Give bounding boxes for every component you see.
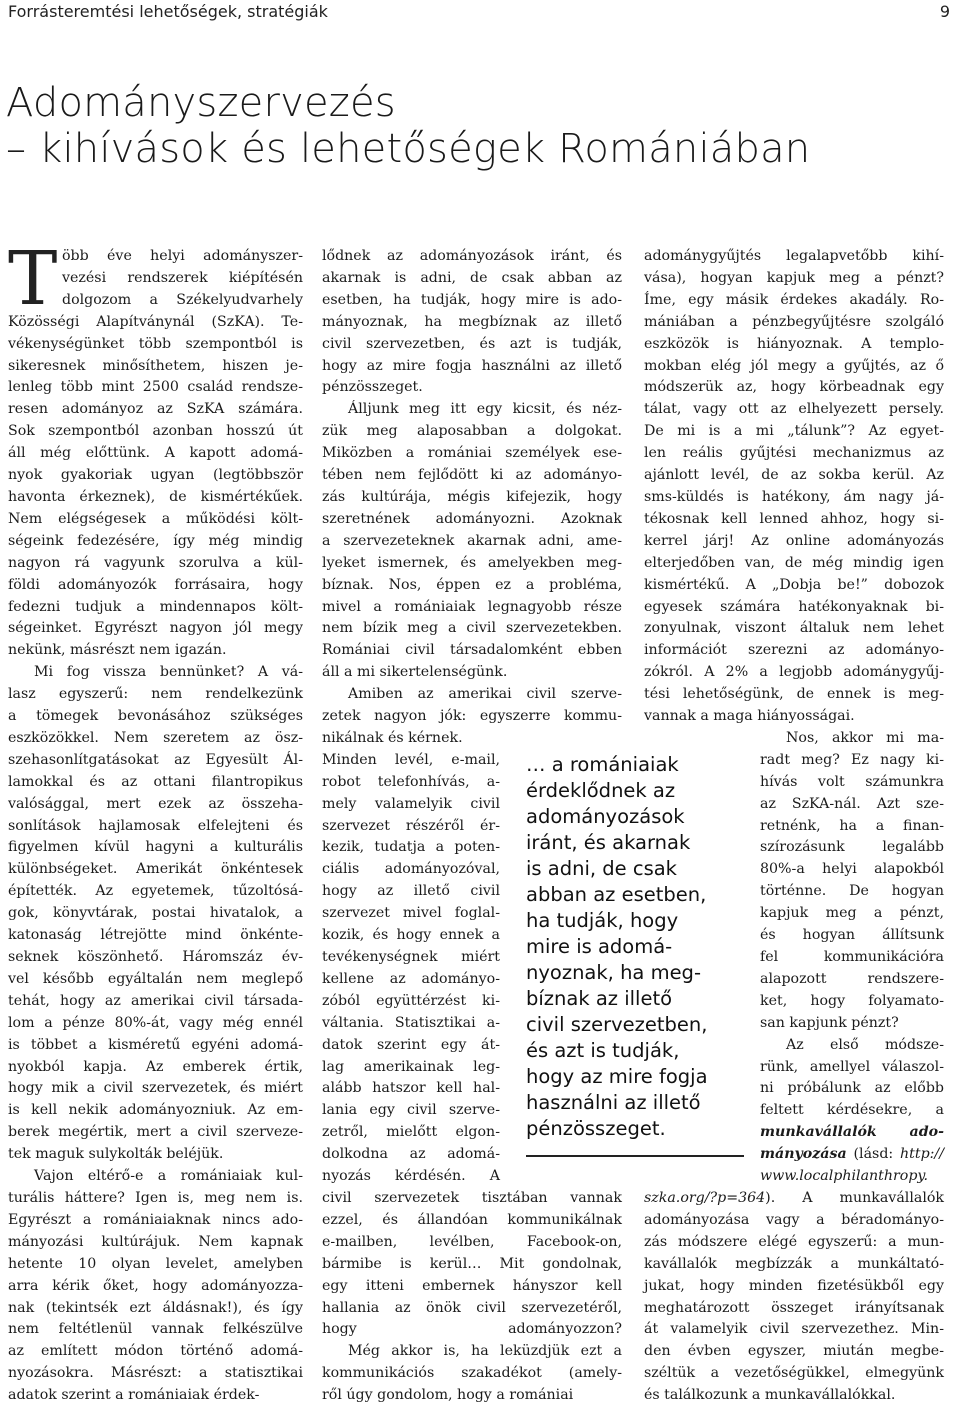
text-line: Egyrészt a romániaiaknak nincs ado- — [8, 1211, 303, 1228]
pull-quote — [526, 752, 742, 1142]
title-line-1: Adományszervezés — [6, 80, 396, 126]
text-line: alább hatszor kell hal- — [322, 1080, 500, 1097]
text-line: tálat, vagy ott az elhelyezett persely. — [644, 401, 944, 418]
text-line: lyeket ismernek, és amelyekben meg- — [322, 554, 622, 571]
text-line: adománygyűjtés legalapvetőbb kihí- — [644, 248, 944, 264]
text-line: adományozása vagy a béradományo- — [644, 1211, 944, 1228]
drop-cap: T — [8, 236, 58, 322]
text-line: hívás volt számunkra — [760, 773, 944, 790]
text-line: jukat, hogy minden fizetésükből egy — [644, 1277, 944, 1294]
text-line: Mi fog vissza bennünket? A vá- — [34, 664, 303, 681]
section-title: Forrásteremtési lehetőségek, stratégiák — [8, 2, 328, 21]
text-line: figyelmen kívül hagyni a kulturális — [8, 839, 303, 856]
text-line: esetben, ha tudják, hogy mire is ado- — [322, 291, 622, 308]
text-line: bármibe is kerül… Mit gondolnak, — [322, 1255, 622, 1272]
text-line: ni próbálunk az előbb — [760, 1080, 944, 1097]
text-line: tevékenységnek miért — [322, 949, 500, 965]
text-line: fel kommunikációra — [760, 949, 944, 965]
text-line: mely valamelyik civil — [322, 795, 500, 812]
text-line: ségeinket. Egyrészt nagyon jól megy — [8, 620, 303, 637]
text-line: Nos, akkor mi ma- — [786, 729, 944, 746]
pull-quote-line: civil szervezetben, — [526, 1013, 708, 1036]
text-line: Vajon eltérő-e a romániaiak kul- — [34, 1168, 303, 1185]
text-line: kellene az adományo- — [322, 970, 500, 987]
text-line: nekünk, másrészt nem igazán. — [8, 642, 227, 659]
text-line: hogy az illető civil — [322, 883, 500, 900]
text-line: kapjuk meg a pénzt, — [760, 905, 944, 922]
text-line: dolkodna az adomá- — [322, 1146, 500, 1163]
text-line: nagyon rá vagyunk szorulva a kül- — [8, 554, 303, 571]
emphasis-text: mányozása — [760, 1146, 847, 1163]
pull-quote-line: adományozások — [526, 805, 685, 828]
text-line: nikálnak és kérnek. — [322, 729, 463, 746]
text-line: lamokkal és az ottani filantropikus — [8, 773, 303, 790]
text-line: rünk, amellyel válaszol- — [760, 1058, 944, 1075]
text-line: mányoznak, ha megbíznak az illető — [322, 313, 622, 330]
pull-quote-line: iránt, és akarnak — [526, 831, 691, 854]
text-line: Közösségi Alapítványnál (SzKA). Te- — [8, 313, 303, 330]
text-line: zás kultúrája, mégis kifejezik, hogy — [322, 488, 622, 505]
text-line: vékenységünket több szempontból is — [8, 335, 303, 352]
text-line: át valamelyik civil szervezethez. Min- — [644, 1321, 944, 1338]
article-column-1 — [8, 236, 303, 1402]
text-line: ről úgy gondolom, hogy a romániai — [322, 1387, 574, 1402]
text-line: egyesek számára hatékonyaknak bi- — [644, 598, 944, 615]
text-line: datok szerint egy át- — [322, 1036, 500, 1053]
text-line: Amiben az amerikai civil szerve- — [348, 686, 622, 703]
pull-quote-line: és azt is tudják, — [526, 1039, 680, 1062]
text-line: san kapjunk pénzt? — [760, 1014, 899, 1031]
text-line: egy itteni embernek hányszor kell — [322, 1277, 622, 1294]
text-line: elterjedőben van, de még mindig igen — [644, 554, 944, 571]
text-line: kommunikációs szakadékot (amely- — [322, 1365, 622, 1382]
pull-quote-line: ha tudják, hogy — [526, 909, 679, 932]
pull-quote-line: mire is adomá- — [526, 935, 673, 958]
text-line: zetek nagyon jók: egyszerre kommu- — [322, 708, 622, 725]
text-line: berek megértik, mert a civil szerveze- — [8, 1124, 303, 1141]
text-line: 80%-a helyi alapokból — [760, 861, 944, 878]
text-line: feltett kérdésekre, a — [760, 1102, 944, 1119]
text-line: váltania. Statisztikai a- — [322, 1014, 500, 1031]
text-line: hogy adományozzon? — [322, 1321, 622, 1338]
text-line: bíznak. Nos, éppen ez a probléma, — [322, 576, 622, 593]
link-text[interactable]: szka.org/?p=364 — [644, 1189, 766, 1206]
text-line: pénzösszeget. — [322, 379, 423, 396]
text-line: zás módszere elégé egyszerű: a mun- — [644, 1233, 944, 1250]
text-line: Az első módsze- — [786, 1036, 944, 1053]
text-line: meghatározott összeget irányítsanak — [644, 1299, 944, 1316]
text-line: lasz egyszerű: nem rendelkezünk — [8, 686, 303, 703]
text-line: ciális adományozóval, — [322, 861, 500, 878]
article-title — [6, 80, 906, 172]
text-line: hogy mik a civil szervezetek, és miért — [8, 1080, 303, 1097]
text-line: turális háttere? Igen is, meg nem is. — [8, 1189, 303, 1206]
text-line: munkavállalók ado- — [760, 1124, 944, 1141]
text-line: mányozási kultúrájuk. Nem kapnak — [8, 1233, 303, 1250]
text-line: robot telefonhívás, a- — [322, 773, 500, 790]
pull-quote-line: abban az esetben, — [526, 883, 707, 906]
text-line: nyozásokra. Másrészt: a statisztikai — [8, 1365, 303, 1382]
pull-quote-line: … a romániaiak — [526, 753, 679, 776]
text-line: kozik, és hogy ennek a — [322, 927, 500, 944]
text-line: szervezet részéről ér- — [322, 817, 500, 834]
text-line: szervezet mivel foglal- — [322, 905, 500, 922]
text-line: is többet a kisméretű egyéni adomá- — [8, 1036, 303, 1053]
pull-quote-line: hogy az mire fogja — [526, 1065, 708, 1088]
pull-quote-line: érdeklődnek az — [526, 779, 676, 802]
text-line: Még akkor is, ha leküzdjük ezt a — [348, 1343, 622, 1360]
text-line: nak (tekintsék ezt áldásnak!), és így — [8, 1299, 303, 1316]
text-line: dolgozom a Székelyudvarhely — [62, 291, 303, 308]
pull-quote-line: bíznak az illető — [526, 987, 673, 1010]
text-line: áll a mi sikertelenségünk. — [322, 664, 508, 681]
text-line: mokban elég jól megy a gyűjtés, az ő — [644, 357, 944, 374]
text-line: nyozás kérdésén. A — [322, 1168, 500, 1185]
text-line: len reális gyűjtési mechanizmus az — [644, 445, 944, 462]
text-line: resen adományoz az SzKA számára. — [8, 401, 303, 418]
text-line: információt szerezni az adományo- — [644, 642, 944, 659]
text-line: az említett módon történő adomá- — [8, 1343, 303, 1360]
text-line: zük meg alaposabban a dolgokat. — [322, 423, 622, 440]
text-line: vása), hogyan kapjuk meg a pénzt? — [644, 269, 944, 286]
text-line: zókról. A 2% a legjobb adománygyűj- — [644, 664, 944, 681]
text-line: tési lehetőségünk, de ennek is meg- — [644, 686, 944, 703]
pull-quote-rule — [526, 1155, 744, 1157]
text-line: Miközben a romániai személyek ese- — [322, 445, 622, 462]
text-line: kerrel járj! Az online adományozás — [644, 532, 944, 549]
text-line: gok, könyvtárak, postai hivatalok, a — [8, 905, 303, 922]
text-line: www.localphilanthropy. — [760, 1168, 929, 1185]
text-line: tek maguk sulykolták beléjük. — [8, 1146, 224, 1163]
text-line: Romániai civil társadalomként ebben — [322, 642, 622, 659]
text-line: arra kérik őket, hogy adományozza- — [8, 1277, 303, 1294]
text-line: Minden levél, e-mail, — [322, 751, 500, 768]
text-line: havonta érkeznek), de kismértékűek. — [8, 488, 303, 505]
pull-quote-line: is adni, de csak — [526, 857, 677, 880]
text-line: hetente 10 olyan levelet, amelyben — [8, 1255, 303, 1272]
text-line: lődnek az adományozások iránt, és — [322, 248, 622, 264]
pull-quote-line: használni az illető — [526, 1091, 701, 1114]
text-line: ket, hogy folyamato- — [760, 992, 944, 1009]
text-line: hallania az önök civil szervezetéről, — [322, 1299, 622, 1316]
text-line: lania egy civil szerve- — [322, 1102, 500, 1119]
text-line: Álljunk meg itt egy kicsit, és néz- — [348, 401, 622, 418]
text-line: sonlítások hajlamosak elfelejteni és — [8, 817, 303, 834]
text-line: Sok szempontból azonban hosszú út — [8, 423, 303, 440]
link-text[interactable]: http:// — [900, 1146, 944, 1163]
text-line: ségeink fedezésére, így még mindig — [8, 532, 303, 549]
text-line: a tömegek bevonásához szükséges — [8, 708, 303, 725]
text-line: különbségeket. Amerikát önkéntesek — [8, 861, 303, 878]
text-line: zetről, mielőtt elgon- — [322, 1124, 500, 1141]
text-line: adatok szerint a romániaiak érdek- — [8, 1387, 260, 1402]
text-line: civil szervezetek tisztában vannak — [322, 1189, 622, 1206]
text-line: szka.org/?p=364). A munkavállalók — [644, 1189, 944, 1206]
text-line: ezzel, és állandóan kommunikálnak — [322, 1211, 622, 1228]
text-line: is kell nekik adományozniuk. Az em- — [8, 1102, 303, 1119]
text-line: fedezni tudjuk a mindennapos költ- — [8, 598, 303, 615]
text-line: retnénk, ha a finan- — [760, 817, 944, 834]
text-line: nem bízik meg a civil szervezetekben. — [322, 620, 622, 637]
text-line: nyokból kapja. Az emberek értik, — [8, 1058, 303, 1075]
text-line: hogy az mire fogja használni az illető — [322, 357, 622, 374]
text-line: tében nem fejlődött ki az adományo- — [322, 467, 622, 484]
text-line: szeretnének adományozni. Azoknak — [322, 510, 622, 527]
text-line: radt meg? Ez nagy ki- — [760, 751, 944, 768]
text-line: eszközök is hiányoznak. A templo- — [644, 335, 944, 352]
page-header — [8, 2, 952, 28]
text-line: valósággal, mert ezek az összeha- — [8, 795, 303, 812]
text-line: kismértékű. A „Dobja be!” dobozok — [644, 576, 944, 593]
text-line: civil szervezetben, és azt is tudják, — [322, 335, 622, 352]
text-line: kavállalók megbízzák a munkáltató- — [644, 1255, 944, 1272]
text-line: vannak a maga hiányosságai. — [644, 708, 855, 725]
title-line-2: – kihívások és lehetőségek Romániában — [6, 126, 811, 172]
text-line: vezési rendszerek kiépítésén — [62, 269, 303, 286]
text-line: mányozása (lásd: http:// — [760, 1146, 944, 1163]
text-line: történne. De hogyan — [760, 883, 944, 900]
text-line: lom a pénze 80%-át, vagy még ennél — [8, 1014, 303, 1031]
text-line: zonyulnak, viszont általuk nem lehet — [644, 620, 944, 637]
text-line: Nem elégségesek a működési költ- — [8, 510, 303, 527]
text-line: mániában a pénzbegyűjtésre szolgáló — [644, 313, 944, 330]
text-line: öbb éve helyi adományszer- — [62, 248, 303, 264]
text-line: áll még előttünk. A kapott adomá- — [8, 445, 303, 462]
text-line: Íme, egy másik érdekes akadály. Ro- — [644, 291, 944, 308]
text-line: lenleg több mint 2500 család rendsze- — [8, 379, 303, 396]
text-line: és találkozunk a munkavállalókkal. — [644, 1387, 896, 1402]
text-line: seknek köszönhető. Háromszáz év- — [8, 949, 303, 965]
page-number: 9 — [939, 2, 950, 21]
text-line: építették. Az egyetemek, tűzoltósá- — [8, 883, 303, 900]
text-line: a szervezeteknek akarnak adni, ame- — [322, 532, 622, 549]
text-line: sikeresnek minősíthetem, hiszen je- — [8, 357, 303, 374]
text-line: mivel a romániaiak legnagyobb része — [322, 598, 622, 615]
text-line: vel később egyáltalán nem meglepő — [8, 970, 303, 987]
text-line: szírozásunk legalább — [760, 839, 944, 856]
text-line: lag amerikainak leg- — [322, 1058, 500, 1075]
text-line: De mi is a mi „tálunk”? Az egyet- — [644, 423, 944, 440]
text-line: alapozott rendszere- — [760, 970, 944, 987]
text-line: zóból együttérzést ki- — [322, 992, 500, 1009]
pull-quote-line: pénzösszeget. — [526, 1117, 666, 1140]
text-line: nyok gyakoriak ugyan (legtöbbször — [8, 467, 303, 484]
text-line: eszközökkel. Nem szeretem az ösz- — [8, 729, 303, 746]
text-line: nem feltétlenül vannak felkészülve — [8, 1321, 303, 1338]
text-line: és hogyan állítsunk — [760, 927, 944, 944]
text-line: széltük a vezetőségükkel, elmegyünk — [644, 1365, 944, 1382]
text-line: az SzKA-nál. Azt sze- — [760, 795, 944, 812]
text-line: szehasonlítgatásokat az Egyesült Ál- — [8, 751, 303, 768]
text-line: sms-küldés is hatékony, ám nagy já- — [644, 488, 944, 505]
text-line: tékosnak kell lenned ahhoz, hogy si- — [644, 510, 944, 527]
text-line: e-mailben, levélben, Facebook-on, — [322, 1233, 622, 1250]
text-line: ajánlott levél, de az sokba kerül. Az — [644, 467, 944, 484]
text-line: kezik, tudatja a poten- — [322, 839, 500, 856]
text-line: földi adományozók forrásaira, hogy — [8, 576, 303, 593]
pull-quote-line: nyoznak, ha meg- — [526, 961, 701, 984]
text-line: módszerük az, hogy körbeadnak egy — [644, 379, 944, 396]
text-line: den évben egyszer, miután megbe- — [644, 1343, 944, 1360]
text-line: katonaság létrejötte mind önkénte- — [8, 927, 303, 944]
text-line: tehát, hogy az amerikai civil társada- — [8, 992, 303, 1009]
text-line: akarnak is adni, de csak abban az — [322, 269, 622, 286]
